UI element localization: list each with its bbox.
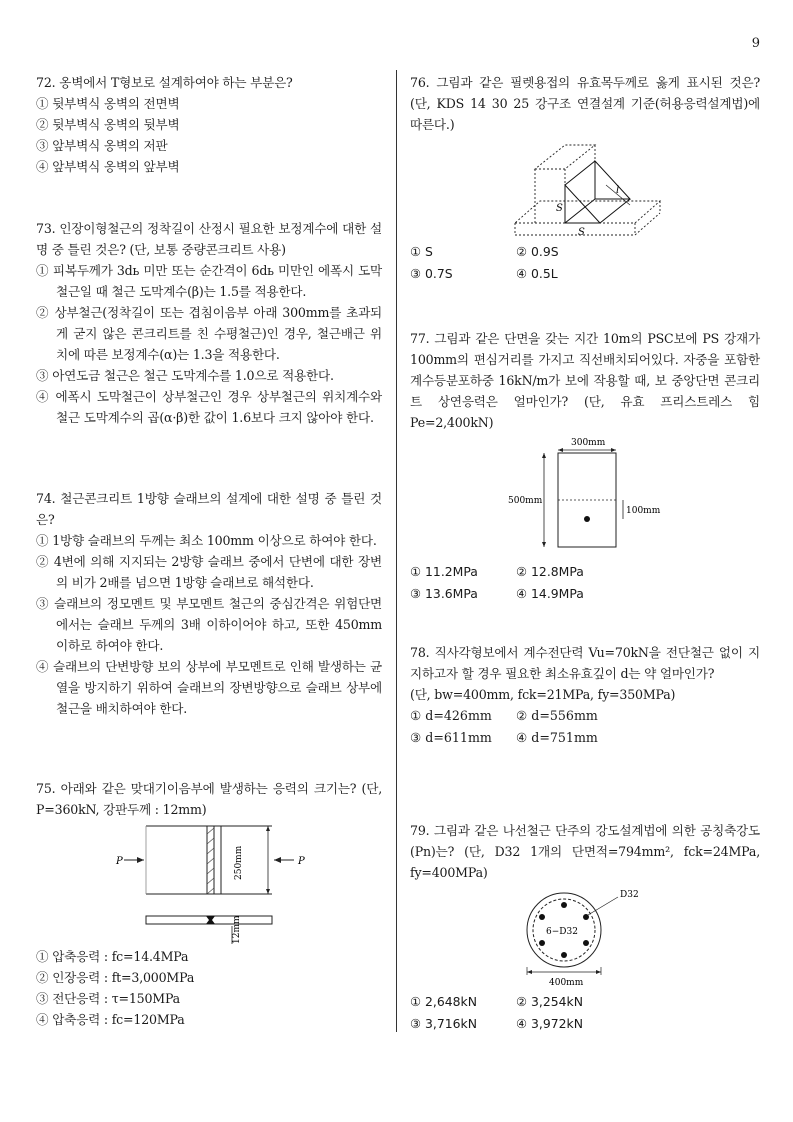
option[interactable]: ③ 전단응력 : τ=150MPa — [36, 991, 180, 1006]
option[interactable]: ③ 앞부벽식 옹벽의 저판 — [36, 138, 168, 153]
bar-label: D32 — [620, 890, 639, 900]
options-grid — [410, 991, 760, 1034]
question-75 — [36, 778, 382, 1030]
plate-width-label: 250mm — [234, 845, 244, 880]
butt-joint-diagram — [36, 820, 382, 946]
option[interactable]: ③ 슬래브의 정모멘트 및 부모멘트 철근의 중심간격은 위험단면에서는 슬래브 두께의 3배 이하이어야 하고, 또한 450mm 이하로 하여야 한다. — [36, 596, 382, 653]
option[interactable]: ③ 아연도금 철근은 철근 도막계수를 1.0으로 적용한다. — [36, 368, 334, 383]
option[interactable]: ④ 앞부벽식 옹벽의 앞부벽 — [36, 159, 180, 174]
option[interactable]: ④ 14.9MPa — [516, 585, 584, 601]
option[interactable]: ① 1방향 슬래브의 두께는 최소 100mm 이상으로 하여야 한다. — [36, 533, 377, 548]
option[interactable]: ④ 압축응력 : fc=120MPa — [36, 1012, 185, 1027]
option[interactable]: ④ d=751mm — [516, 729, 598, 745]
weld-length-label: l — [616, 185, 620, 196]
weld-leg-label-vertical: S — [556, 203, 563, 214]
question-stem: 72. 옹벽에서 T형보로 설계하여야 하는 부분은? — [36, 75, 293, 90]
question-76 — [410, 72, 760, 284]
option[interactable]: ① 2,648kN — [410, 994, 477, 1009]
option[interactable]: ④ 에폭시 도막철근이 상부철근인 경우 상부철근의 위치계수와 철근 도막계수의 곱(α·β)한 값이 1.6보다 크지 않아야 한다. — [36, 389, 382, 425]
question-stem: 74. 철근콘크리트 1방향 슬래브의 설계에 대한 설명 중 틀린 것은? — [36, 491, 382, 527]
option[interactable]: ③ d=611mm — [410, 729, 492, 745]
option[interactable]: ③ 3,716kN — [410, 1015, 477, 1031]
option[interactable]: ④ 0.5L — [516, 265, 558, 281]
option[interactable]: ① 피복두께가 3dь 미만 또는 순간격이 6dь 미만인 에폭시 도막철근일 때 철근 도막계수(β)는 1.5를 적용한다. — [36, 263, 382, 299]
eccentricity-label: 100mm — [626, 506, 661, 516]
section-width-label: 300mm — [571, 438, 606, 448]
option[interactable]: ④ 슬래브의 단변방향 보의 상부에 부모멘트로 인해 발생하는 균열을 방지하기 위하여 슬래브의 장변방향으로 슬래브 상부에 철근을 배치하여야 한다. — [36, 659, 382, 716]
option[interactable]: ① 11.2MPa — [410, 564, 478, 579]
option[interactable]: ④ 3,972kN — [516, 1015, 583, 1031]
question-72 — [36, 72, 382, 177]
option[interactable]: ② 0.9S — [516, 244, 559, 259]
option[interactable]: ③ 13.6MPa — [410, 585, 478, 601]
option[interactable]: ① 압축응력 : fc=14.4MPa — [36, 949, 189, 964]
option[interactable]: ③ 0.7S — [410, 265, 453, 281]
question-stem: 79. 그림과 같은 나선철근 단주의 강도설계법에 의한 공칭축강도(Pn)는? (단, D32 1개의 단면적=794mm², fck=24MPa, fy=400MPa) — [410, 823, 760, 880]
option[interactable]: ② d=556mm — [516, 708, 598, 723]
question-stem: 76. 그림과 같은 필렛용접의 유효목두께로 옳게 표시된 것은? (단, KDS 14 30 25 강구조 연결설계 기준(허용응력설계법)에 따른다.) — [410, 75, 760, 132]
question-stem: 73. 인장이형철근의 정착길이 산정시 필요한 보정계수에 대한 설명 중 틀린 것은? (단, 보통 중량콘크리트 사용) — [36, 221, 382, 257]
question-conditions: (단, bw=400mm, fck=21MPa, fy=350MPa) — [410, 687, 676, 702]
option[interactable]: ② 3,254kN — [516, 994, 583, 1009]
option[interactable]: ② 뒷부벽식 옹벽의 뒷부벽 — [36, 117, 180, 132]
question-stem: 78. 직사각형보에서 계수전단력 Vu=70kN을 전단철근 없이 지지하고자 할 경우 필요한 최소유효깊이 d는 약 얼마인가? — [410, 645, 760, 681]
page-number: 9 — [751, 36, 760, 51]
bars-label: 6−D32 — [546, 927, 578, 937]
psc-section-figure — [410, 433, 760, 561]
weld-leg-label-horizontal: S — [578, 227, 585, 238]
fillet-weld-figure — [410, 135, 760, 241]
spiral-column-figure — [410, 883, 760, 991]
option[interactable]: ① d=426mm — [410, 708, 492, 723]
question-stem: 77. 그림과 같은 단면을 갖는 지간 10m의 PSC보에 PS 강재가 100mm의 편심거리를 가지고 직선배치되어있다. 자중을 포함한 계수등분포하중 16kN/m가 보에 작용할 때, 보 중앙단면 콘크리트 상연응력은 얼마인가? (단, 유효 프리스트레스 힘 Pe=2,400kN) — [410, 331, 760, 430]
butt-joint-figure — [36, 820, 382, 946]
question-stem: 75. 아래와 같은 맞대기이음부에 발생하는 응력의 크기는? (단, P=360kN, 강판두께 : 12mm) — [36, 781, 382, 817]
section-height-label: 500mm — [508, 496, 543, 506]
option[interactable]: ① 뒷부벽식 옹벽의 전면벽 — [36, 96, 180, 111]
option[interactable]: ② 상부철근(정착길이 또는 겹침이음부 아래 300mm를 초과되게 굳지 않은 콘크리트를 친 수평철근)인 경우, 철근배근 위치에 따른 보정계수(α)는 1.3을 적용한다. — [36, 305, 382, 362]
load-label-right: P — [298, 856, 305, 867]
question-77 — [410, 328, 760, 604]
question-73 — [36, 218, 382, 428]
psc-section-diagram — [410, 433, 760, 561]
options-grid — [410, 705, 760, 748]
fillet-weld-diagram — [410, 135, 760, 241]
option[interactable]: ② 12.8MPa — [516, 564, 584, 579]
option[interactable]: ① S — [410, 244, 433, 259]
plate-thickness-label: 12mm — [232, 915, 242, 944]
diameter-label: 400mm — [549, 978, 584, 988]
column-divider — [396, 70, 397, 1032]
options-grid — [410, 561, 760, 604]
question-78 — [410, 642, 760, 748]
load-label-left: P — [116, 856, 123, 867]
spiral-column-diagram — [410, 883, 760, 991]
option[interactable]: ② 4변에 의해 지지되는 2방향 슬래브 중에서 단변에 대한 장변의 비가 2배를 넘으면 1방향 슬래브로 해석한다. — [36, 554, 382, 590]
options-grid — [410, 241, 760, 284]
question-79 — [410, 820, 760, 1034]
option[interactable]: ② 인장응력 : ft=3,000MPa — [36, 970, 195, 985]
question-74 — [36, 488, 382, 719]
